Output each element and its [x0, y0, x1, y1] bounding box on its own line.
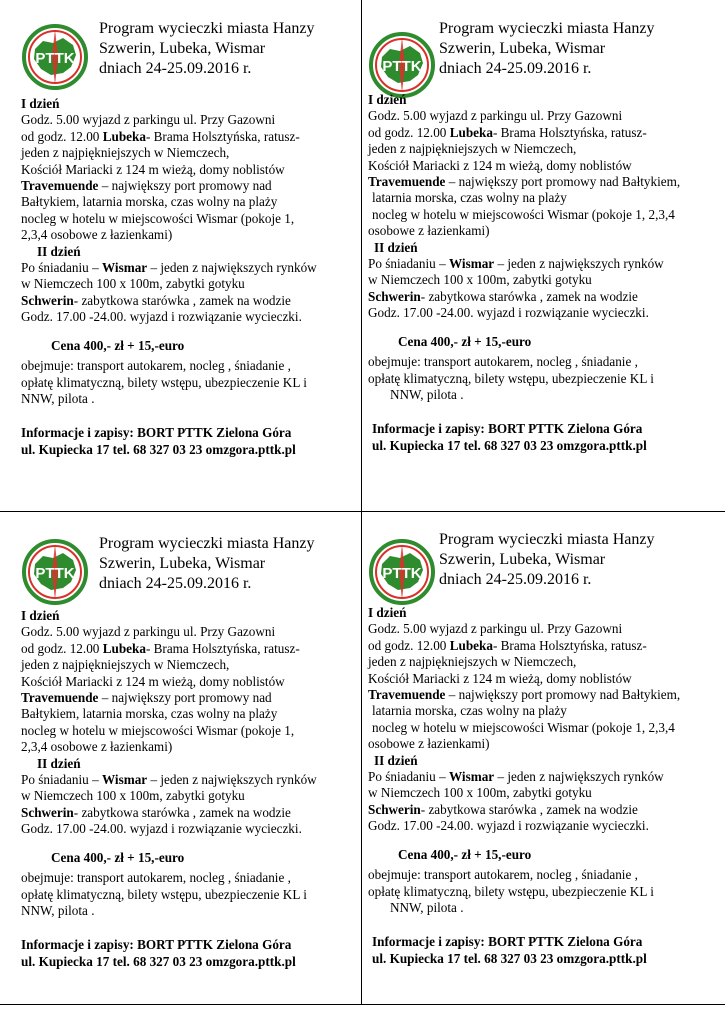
text-line: Godz. 17.00 -24.00. wyjazd i rozwiązanie wycieczki.	[368, 818, 649, 834]
text-line: jeden z najpiękniejszych w Niemczech,	[368, 141, 577, 157]
text-line: nocleg w hotelu w miejscowości Wismar (pokoje 1, 2,3,4	[372, 719, 675, 735]
text-line	[368, 174, 713, 190]
text-line: Cena 400,- zł + 15,-euro	[398, 333, 532, 349]
text-line: nocleg w hotelu w miejscowości Wismar (pokoje 1,	[21, 210, 295, 226]
flyer-title	[439, 530, 654, 590]
text-line: jeden z najpiękniejszych w Niemczech,	[368, 654, 577, 670]
text-line: Wismar	[448, 769, 495, 785]
text-line	[368, 687, 713, 703]
text-line: latarnia morska, czas wolny na plaży	[372, 703, 567, 719]
text-line: – jeden z największych rynków	[494, 769, 664, 785]
text-line: Szwerin, Lubeka, Wismar	[99, 40, 266, 57]
price: Cena 400,- zł + 15,-euro	[51, 337, 185, 353]
text-line: Kościół Mariacki z 124 m wieżą, domy noblistów	[368, 157, 632, 173]
text-line: - zabytkowa starówka , zamek na wodzie	[73, 804, 291, 820]
text-line: NNW, pilota .	[390, 386, 464, 402]
text-line: Kościół Mariacki z 124 m wieżą, domy noblistów	[21, 673, 285, 689]
text-line: Schwerin	[21, 292, 74, 308]
flyer-title	[99, 19, 314, 79]
text-line: – jeden z największych rynków	[147, 260, 317, 276]
text-line: Godz. 5.00 wyjazd z parkingu ul. Przy Gazowni	[368, 621, 623, 637]
text-line: Program wycieczki miasta Hanzy	[99, 535, 315, 552]
flyer-content	[368, 92, 713, 454]
text-line: Travemuende	[21, 178, 99, 194]
horizontal-cut-line	[0, 511, 725, 512]
text-line	[368, 125, 713, 141]
text-line	[21, 690, 366, 706]
text-line: – jeden z największych rynków	[147, 772, 317, 788]
text-line: NNW, pilota .	[21, 390, 95, 406]
text-line: opłatę klimatyczną, bilety wstępu, ubezpieczenie KL i	[21, 374, 307, 390]
text-line: Szwerin, Lubeka, Wismar	[439, 551, 606, 568]
text-line: Program wycieczki miasta Hanzy	[439, 531, 655, 548]
text-line: Godz. 17.00 -24.00. wyjazd i rozwiązanie wycieczki.	[368, 305, 649, 321]
bottom-cut-line	[0, 1004, 725, 1005]
text-line: jeden z najpiękniejszych w Niemczech,	[21, 657, 230, 673]
text-line: ul. Kupiecka 17 tel. 68 327 03 23 omzgora.pttk.pl	[372, 950, 647, 966]
text-line: - zabytkowa starówka , zamek na wodzie	[420, 288, 638, 304]
text-line: dniach 24-25.09.2016 r.	[99, 60, 252, 77]
text-line: Godz. 17.00 -24.00. wyjazd i rozwiązanie wycieczki.	[21, 821, 302, 837]
text-line: opłatę klimatyczną, bilety wstępu, ubezpieczenie KL i	[21, 886, 307, 902]
text-line	[21, 772, 366, 788]
text-line: Lubeka	[449, 124, 493, 140]
pttk-logo-icon	[21, 23, 89, 91]
text-line: nocleg w hotelu w miejscowości Wismar (pokoje 1, 2,3,4	[372, 206, 675, 222]
pttk-logo-icon	[368, 538, 436, 606]
flyer-content	[368, 605, 713, 967]
text-line: ul. Kupiecka 17 tel. 68 327 03 23 omzgora.pttk.pl	[21, 441, 296, 457]
text-line: Wismar	[101, 260, 148, 276]
text-line: Schwerin	[368, 288, 421, 304]
text-line: opłatę klimatyczną, bilety wstępu, ubezpieczenie KL i	[368, 370, 654, 386]
day1-heading: I dzień	[21, 96, 60, 111]
text-line: Cena 400,- zł + 15,-euro	[398, 846, 532, 862]
text-line: Wismar	[448, 256, 495, 272]
text-line: osobowe z łazienkami)	[368, 223, 490, 239]
text-line	[21, 260, 366, 276]
text-line	[21, 178, 366, 194]
text-line	[21, 293, 366, 309]
contact-info: Informacje i zapisy: BORT PTTK Zielona Góra	[21, 425, 292, 441]
text-line: w Niemczech 100 x 100m, zabytki gotyku	[368, 272, 592, 288]
text-line: od godz. 12.00	[21, 640, 103, 656]
text-line: - Brama Holsztyńska, ratusz-	[145, 128, 300, 144]
text-line: Travemuende	[368, 687, 446, 703]
svg-text:PTTK: PTTK	[35, 50, 75, 67]
text-line: - Brama Holsztyńska, ratusz-	[145, 640, 300, 656]
text-line: Cena 400,- zł + 15,-euro	[51, 849, 185, 865]
text-line: Po śniadaniu –	[21, 772, 102, 788]
flyer-title	[99, 534, 314, 594]
text-line: Kościół Mariacki z 124 m wieżą, domy noblistów	[21, 161, 285, 177]
text-line	[368, 256, 713, 272]
text-line: Bałtykiem, latarnia morska, czas wolny na plaży	[21, 706, 278, 722]
text-line: Kościół Mariacki z 124 m wieżą, domy noblistów	[368, 670, 632, 686]
text-line: Informacje i zapisy: BORT PTTK Zielona Góra	[372, 421, 643, 437]
text-line: Program wycieczki miasta Hanzy	[439, 20, 655, 37]
text-line: Bałtykiem, latarnia morska, czas wolny na plaży	[21, 194, 278, 210]
text-line: - zabytkowa starówka , zamek na wodzie	[73, 292, 291, 308]
text-line	[21, 805, 366, 821]
text-line: Godz. 5.00 wyjazd z parkingu ul. Przy Gazowni	[368, 108, 623, 124]
text-line: jeden z najpiękniejszych w Niemczech,	[21, 145, 230, 161]
text-line: nocleg w hotelu w miejscowości Wismar (pokoje 1,	[21, 722, 295, 738]
text-line: - Brama Holsztyńska, ratusz-	[492, 637, 647, 653]
text-line: 2,3,4 osobowe z łazienkami)	[21, 739, 173, 755]
text-line: dniach 24-25.09.2016 r.	[99, 575, 252, 592]
text-line: obejmuje: transport autokarem, nocleg , śniadanie ,	[368, 354, 638, 370]
text-line: I dzień	[368, 92, 407, 107]
text-line: Lubeka	[102, 128, 146, 144]
text-line: Schwerin	[21, 804, 74, 820]
text-line: obejmuje: transport autokarem, nocleg , śniadanie ,	[21, 870, 291, 886]
text-line: od godz. 12.00	[368, 124, 450, 140]
pttk-logo-icon	[368, 31, 436, 99]
text-line: w Niemczech 100 x 100m, zabytki gotyku	[21, 788, 245, 804]
text-line: dniach 24-25.09.2016 r.	[439, 60, 592, 77]
text-line: Po śniadaniu –	[368, 769, 449, 785]
text-line: – największy port promowy nad	[98, 690, 272, 706]
text-line: II dzień	[374, 752, 418, 768]
text-line: II dzień	[374, 239, 418, 255]
day2-heading: II dzień	[37, 243, 81, 259]
text-line: od godz. 12.00	[21, 128, 103, 144]
text-line: Po śniadaniu –	[368, 256, 449, 272]
text-line	[368, 802, 713, 818]
flyer-content	[21, 96, 366, 458]
text-line	[21, 129, 366, 145]
text-line	[21, 641, 366, 657]
text-line: Travemuende	[21, 690, 99, 706]
text-line: Po śniadaniu –	[21, 260, 102, 276]
text-line: osobowe z łazienkami)	[368, 736, 490, 752]
text-line: Informacje i zapisy: BORT PTTK Zielona Góra	[372, 934, 643, 950]
text-line: Lubeka	[102, 640, 146, 656]
text-line: w Niemczech 100 x 100m, zabytki gotyku	[21, 276, 245, 292]
text-line: NNW, pilota .	[390, 899, 464, 915]
text-line: opłatę klimatyczną, bilety wstępu, ubezpieczenie KL i	[368, 883, 654, 899]
text-line: Program wycieczki miasta Hanzy	[99, 20, 315, 37]
text-line: w Niemczech 100 x 100m, zabytki gotyku	[368, 785, 592, 801]
pttk-logo-icon	[21, 538, 89, 606]
text-line: 2,3,4 osobowe z łazienkami)	[21, 227, 173, 243]
text-line: Godz. 5.00 wyjazd z parkingu ul. Przy Gazowni	[21, 624, 276, 640]
svg-text:PTTK: PTTK	[382, 58, 422, 75]
text-line: Schwerin	[368, 801, 421, 817]
text-line: Wismar	[101, 772, 148, 788]
svg-text:PTTK: PTTK	[382, 565, 422, 582]
text-line	[368, 769, 713, 785]
text-line: od godz. 12.00	[368, 637, 450, 653]
text-line	[368, 289, 713, 305]
text-line: latarnia morska, czas wolny na plaży	[372, 190, 567, 206]
text-line: I dzień	[368, 605, 407, 620]
flyer-title	[439, 19, 654, 79]
text-line: Godz. 17.00 -24.00. wyjazd i rozwiązanie wycieczki.	[21, 309, 302, 325]
flyer-content	[21, 608, 366, 970]
text-line: obejmuje: transport autokarem, nocleg , śniadanie ,	[368, 867, 638, 883]
text-line: – największy port promowy nad	[98, 178, 272, 194]
text-line: Szwerin, Lubeka, Wismar	[439, 40, 606, 57]
text-line: I dzień	[21, 608, 60, 623]
text-line: Lubeka	[449, 637, 493, 653]
svg-text:PTTK: PTTK	[35, 565, 75, 582]
text-line: – największy port promowy nad Bałtykiem,	[445, 174, 681, 190]
text-line: II dzień	[37, 755, 81, 771]
text-line: Travemuende	[368, 174, 446, 190]
text-line: ul. Kupiecka 17 tel. 68 327 03 23 omzgora.pttk.pl	[372, 437, 647, 453]
text-line	[368, 638, 713, 654]
text-line: Informacje i zapisy: BORT PTTK Zielona Góra	[21, 937, 292, 953]
text-line: obejmuje: transport autokarem, nocleg , śniadanie ,	[21, 358, 291, 374]
text-line: - Brama Holsztyńska, ratusz-	[492, 124, 647, 140]
text-line: - zabytkowa starówka , zamek na wodzie	[420, 801, 638, 817]
text-line: ul. Kupiecka 17 tel. 68 327 03 23 omzgora.pttk.pl	[21, 953, 296, 969]
text-line: dniach 24-25.09.2016 r.	[439, 571, 592, 588]
text-line: Godz. 5.00 wyjazd z parkingu ul. Przy Gazowni	[21, 112, 276, 128]
text-line: Szwerin, Lubeka, Wismar	[99, 555, 266, 572]
text-line: NNW, pilota .	[21, 902, 95, 918]
text-line: – największy port promowy nad Bałtykiem,	[445, 687, 681, 703]
text-line: – jeden z największych rynków	[494, 256, 664, 272]
